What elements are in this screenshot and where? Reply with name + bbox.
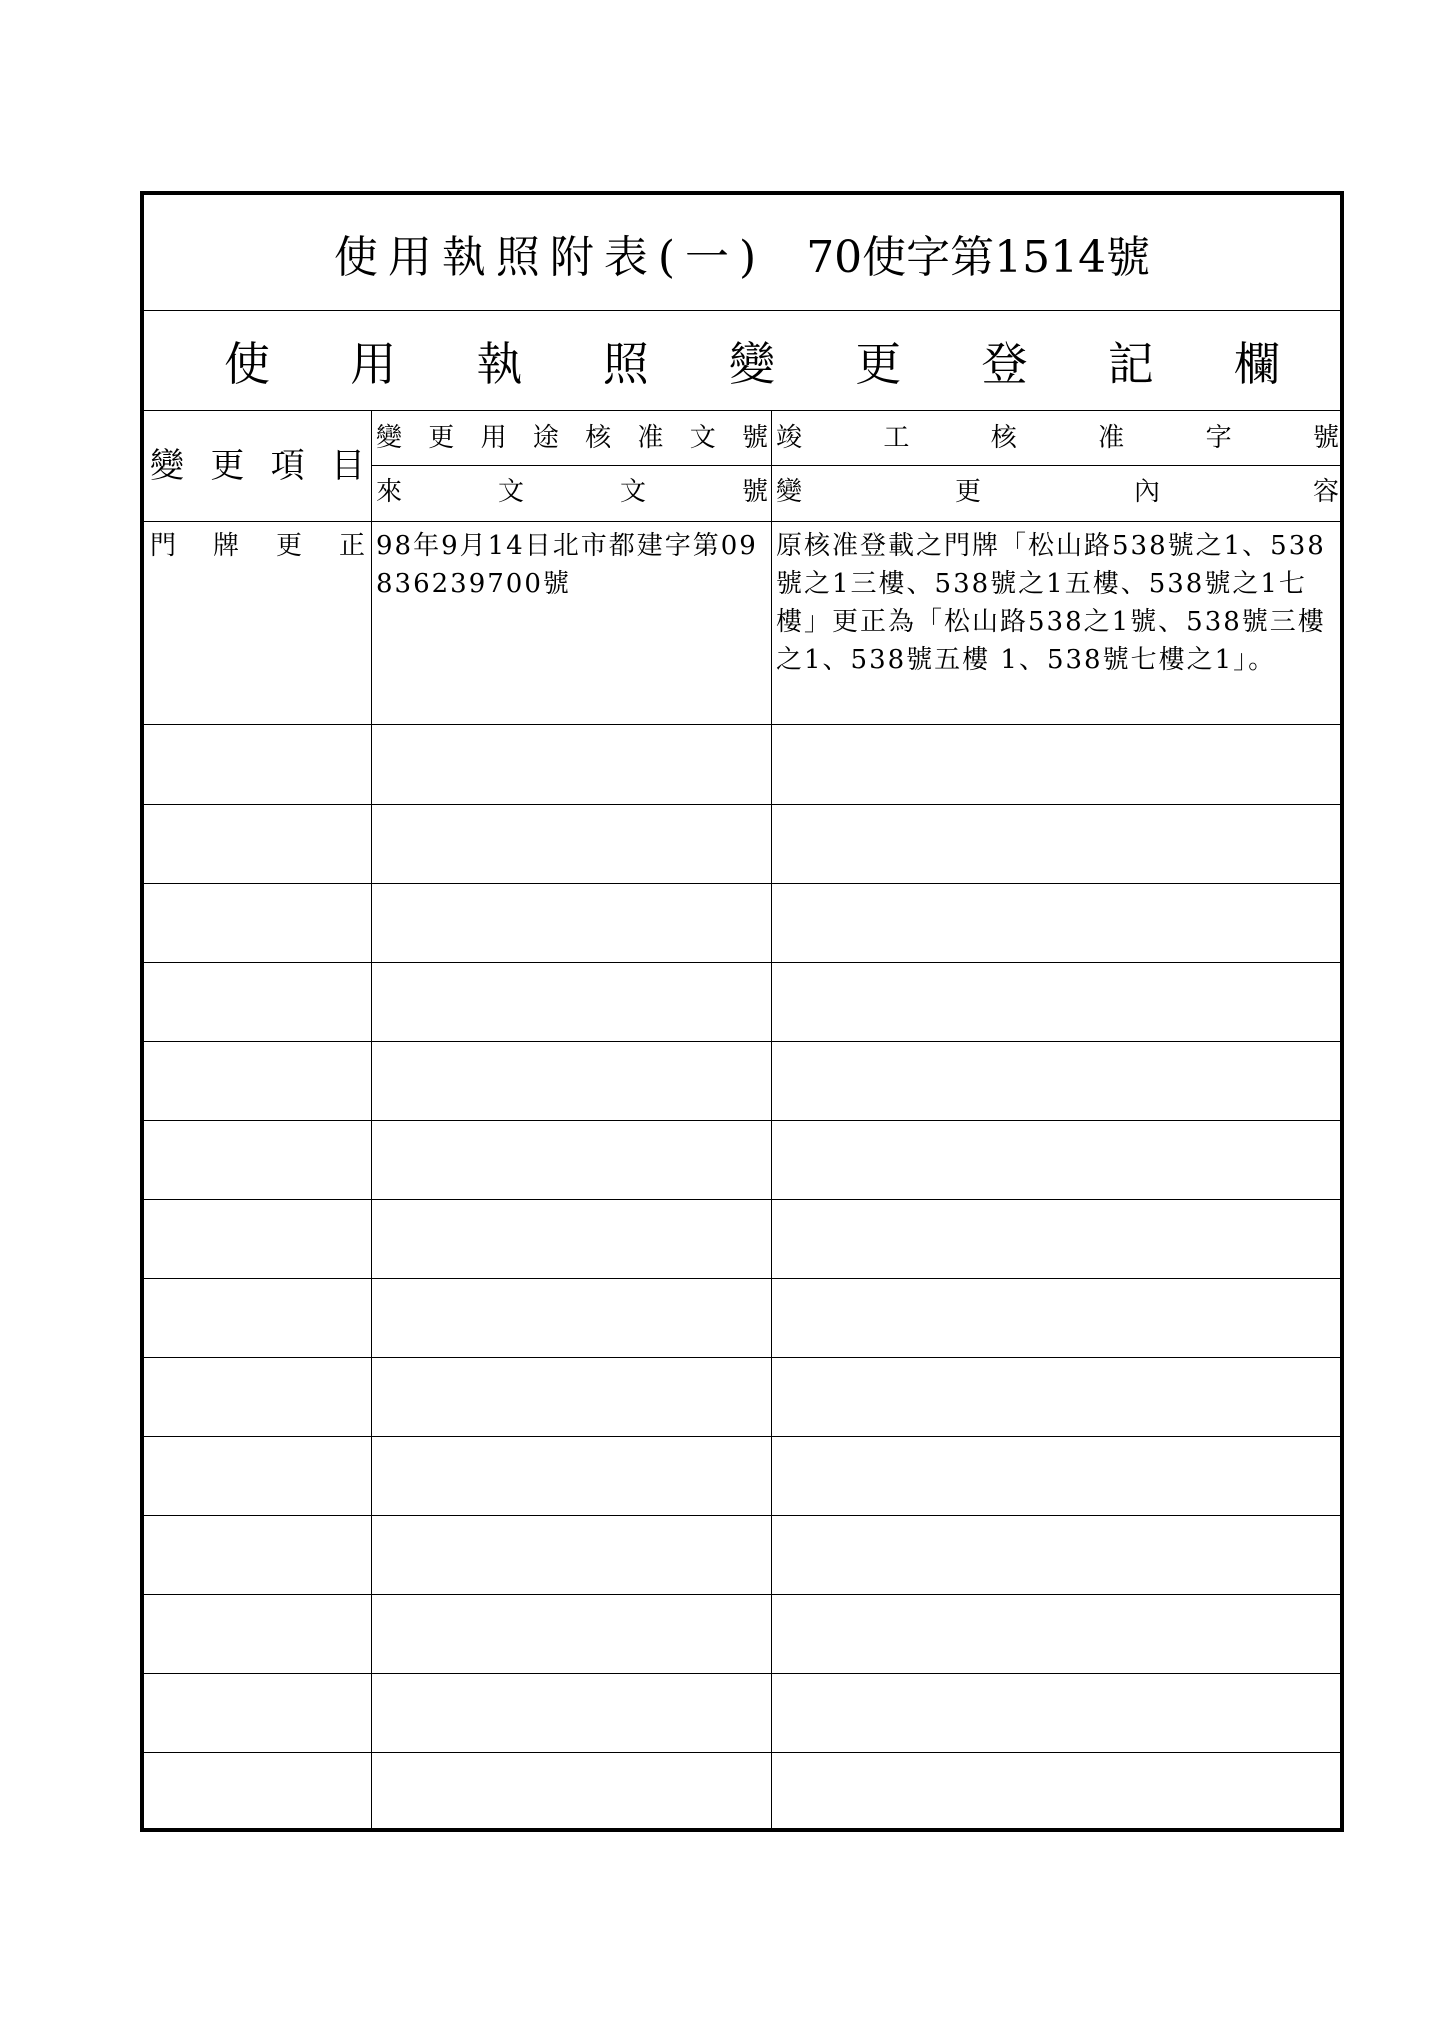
header-char: 更	[210, 446, 245, 486]
header-char: 准	[1098, 423, 1125, 453]
header-char: 字	[1205, 423, 1232, 453]
row-line	[144, 1515, 1340, 1516]
header-change-content	[776, 473, 1339, 513]
header-split-line	[371, 465, 1340, 466]
entry-item-char: 更	[275, 531, 302, 561]
entry-item-char: 牌	[212, 531, 239, 561]
row-line	[144, 724, 1340, 725]
entry-item-char: 正	[338, 531, 365, 561]
form-title	[144, 195, 1340, 311]
heading-char: 記	[1107, 336, 1154, 391]
header-char: 用	[480, 423, 507, 453]
header-char: 變	[150, 446, 184, 486]
heading-char: 用	[350, 336, 397, 391]
header-char: 核	[585, 423, 612, 453]
header-char: 目	[330, 446, 365, 486]
row-line	[144, 1199, 1340, 1200]
row-line	[144, 1594, 1340, 1595]
header-char: 號	[1312, 423, 1339, 453]
header-char: 號	[741, 423, 768, 453]
header-char: 項	[270, 446, 305, 486]
header-char: 來	[376, 477, 403, 507]
heading-char: 執	[476, 336, 523, 391]
header-incoming-doc-no	[376, 473, 768, 513]
heading-char: 登	[981, 336, 1028, 391]
header-char: 核	[990, 423, 1017, 453]
entry-doc-no: 98年9月14日北市都建字第09836239700號	[376, 531, 758, 599]
header-char: 更	[954, 477, 981, 507]
row-line	[144, 804, 1340, 805]
row-line	[144, 1436, 1340, 1437]
header-char: 文	[497, 477, 524, 507]
header-char: 容	[1312, 477, 1339, 507]
header-char: 文	[619, 477, 646, 507]
row-line	[144, 1278, 1340, 1279]
permit-number: 70使字第1514號	[806, 231, 1151, 283]
header-bottom-line	[144, 521, 1340, 522]
entry-item-char: 門	[150, 531, 177, 561]
header-char: 文	[689, 423, 716, 453]
row-line	[144, 1673, 1340, 1674]
entry-item	[150, 527, 365, 567]
row-line	[144, 1357, 1340, 1358]
heading-char: 照	[602, 336, 649, 391]
header-char: 內	[1133, 477, 1160, 507]
row-line	[144, 962, 1340, 963]
header-char: 更	[428, 423, 455, 453]
form-title-main: 使用執照附表(一)	[333, 231, 767, 283]
heading-char: 欄	[1234, 336, 1280, 391]
row-line	[144, 1041, 1340, 1042]
header-char: 竣	[776, 423, 803, 453]
header-char: 途	[532, 423, 559, 453]
entry-change-content: 原核准登載之門牌「松山路538號之1、538號之1三樓、538號之1五樓、538號之1七樓」更正為「松山路538之1號、538號三樓之1、538號五樓 1、538號七樓之1」。	[776, 531, 1326, 675]
heading-char: 使	[224, 336, 270, 391]
header-change-item	[144, 411, 371, 521]
header-char: 工	[883, 423, 910, 453]
heading-char: 變	[729, 336, 775, 391]
heading-char: 更	[855, 336, 902, 391]
section-heading	[144, 311, 1340, 411]
header-char: 號	[741, 477, 768, 507]
header-completion-no	[776, 419, 1339, 459]
change-registration-form	[140, 191, 1344, 1832]
header-approval-doc-no	[376, 419, 768, 459]
header-char: 准	[637, 423, 664, 453]
header-char: 變	[776, 477, 803, 507]
header-char: 變	[376, 423, 403, 453]
row-line	[144, 883, 1340, 884]
row-line	[144, 1120, 1340, 1121]
row-line	[144, 1752, 1340, 1753]
